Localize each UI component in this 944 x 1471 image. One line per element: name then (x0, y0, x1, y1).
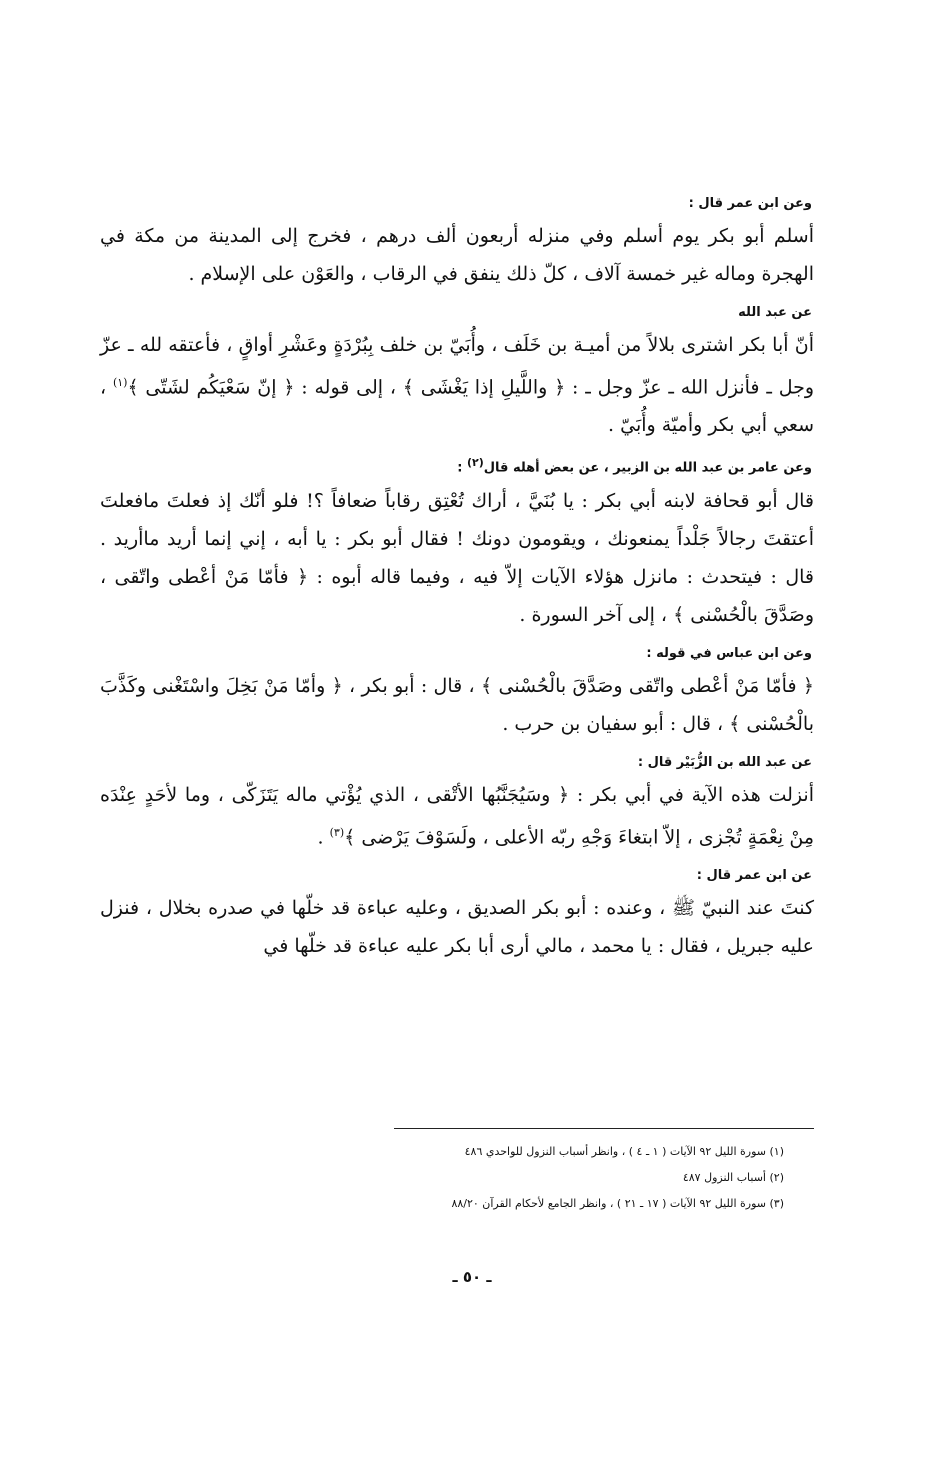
footnote-ref-1: (١) (112, 376, 128, 389)
section-5 (100, 755, 814, 856)
section-paragraph (100, 326, 814, 444)
section-3 (100, 456, 814, 633)
page-number: ـ ٥٠ ـ (452, 1268, 492, 1286)
section-1 (100, 196, 814, 293)
section-6 (100, 868, 814, 965)
section-heading: وعن ابن عباس في قوله : (646, 645, 812, 661)
section-4 (100, 646, 814, 743)
section-heading: وعن ابن عمر قال : (688, 196, 812, 211)
section-2 (100, 305, 814, 444)
footnote-2: (٢) أسباب النزول ٤٨٧ (682, 1171, 784, 1184)
paragraph-tail: . (317, 825, 330, 848)
heading-tail: : (457, 460, 467, 476)
section-heading: عن ابن عمر قال : (696, 867, 812, 883)
footnotes (100, 1128, 814, 1217)
section-paragraph (100, 776, 814, 856)
section-heading: عن عبد الله بن الزُّبَيْر قال : (637, 754, 812, 770)
section-paragraph: أسلم أبو بكر يوم أسلم وفي منزله أربعون ألف درهم ، فخرج إلى المدينة من مكة في الهجرة وماله غير خمسة آلاف ، كلّ ذلك ينفق في الرقاب ، والعَوْن على الإسلام . (100, 225, 814, 285)
section-paragraph: كنتَ عند النبيّ ﷺ ، وعنده : أبو بكر الصديق ، وعليه عباءة قد خلّها في صدره بخلال ، فنزل عليه جبريل ، فقال : يا محمد ، مالي أرى أبا بكر عليه عباءة قد خلّها في (100, 896, 814, 957)
section-heading: عن عبد الله (738, 305, 812, 320)
paragraph-text: أنّ أبا بكر اشترى بلالاً من أميـة بن خَلَف ، وأُبَيّ بن خلف بِبُرْدَةٍ وعَشْرِ أواقٍ ، فأعتقه لله ـ عزّ وجل ـ فأنزل الله ـ عزّ وجل ـ : ﴿ واللَّيلِ إذا يَغْشَى ﴾ ، إلى قوله : ﴿ إنّ سَعْيَكُم لشَتّى ﴾ (100, 334, 814, 399)
heading-text: وعن عامر بن عبد الله بن الزبير ، عن بعض أهله قال (483, 460, 812, 476)
footnote-ref-3: (٣) (329, 825, 345, 839)
section-heading (100, 456, 814, 475)
footnote-divider (394, 1128, 814, 1129)
paragraph-tail: ، سعي أبي بكر وأميّة وأُبَيّ . (100, 376, 814, 437)
section-paragraph: ﴿ فأمّا مَنْ أعْطى واتّقى وصَدَّقَ بالْحُسْنى ﴾ ، قال : أبو بكر ، ﴿ وأمّا مَنْ بَخِلَ واسْتَغْنى وكَذَّبَ بالْحُسْنى ﴾ ، قال : أبو سفيان بن حرب . (100, 674, 814, 735)
page-body (100, 196, 814, 977)
footnote-1: (١) سورة الليل ٩٢ الآيات ( ١ ـ ٤ ) ، وانظر أسباب النزول للواحدي ٤٨٦ (464, 1145, 784, 1158)
section-paragraph: قال أبو قحافة لابنه أبي بكر : يا بُنَيَّ ، أراك تُعْتِق رقاباً ضعافاً ؟! فلو أنّك إذ فعلتَ مافعلتَ أعتقتَ رجالاً جَلْداً يمنعونك ، ويقومون دونك ! فقال أبو بكر : يا أبه ، إني إنما أريد ماأريد . قال : فيتحدث : مانزل هؤلاء الآيات إلاّ فيه ، وفيما قاله أبوه : ﴿ فأمّا مَنْ أعْطى واتّقى ، وصَدَّقَ بالْحُسْنى ﴾ ، إلى آخر السورة . (100, 489, 814, 626)
footnote-ref-2: (٢) (466, 456, 484, 470)
paragraph-text: أنزلت هذه الآية في أبي بكر : ﴿ وسَيُجَنَّبُها الأتْقى ، الذي يُؤْتي ماله يَتَزَكّى ، وما لأحَدٍ عِنْدَه مِنْ نِعْمَةٍ تُجْزى ، إلاّ ابتغاءَ وَجْهِ ربّه الأعلى ، ولَسَوْفَ يَرْضى ﴾ (100, 783, 814, 848)
footnote-3: (٣) سورة الليل ٩٢ الآيات ( ١٧ ـ ٢١ ) ، وانظر الجامع لأحكام القرآن ٨٨/٢٠ (451, 1197, 784, 1210)
